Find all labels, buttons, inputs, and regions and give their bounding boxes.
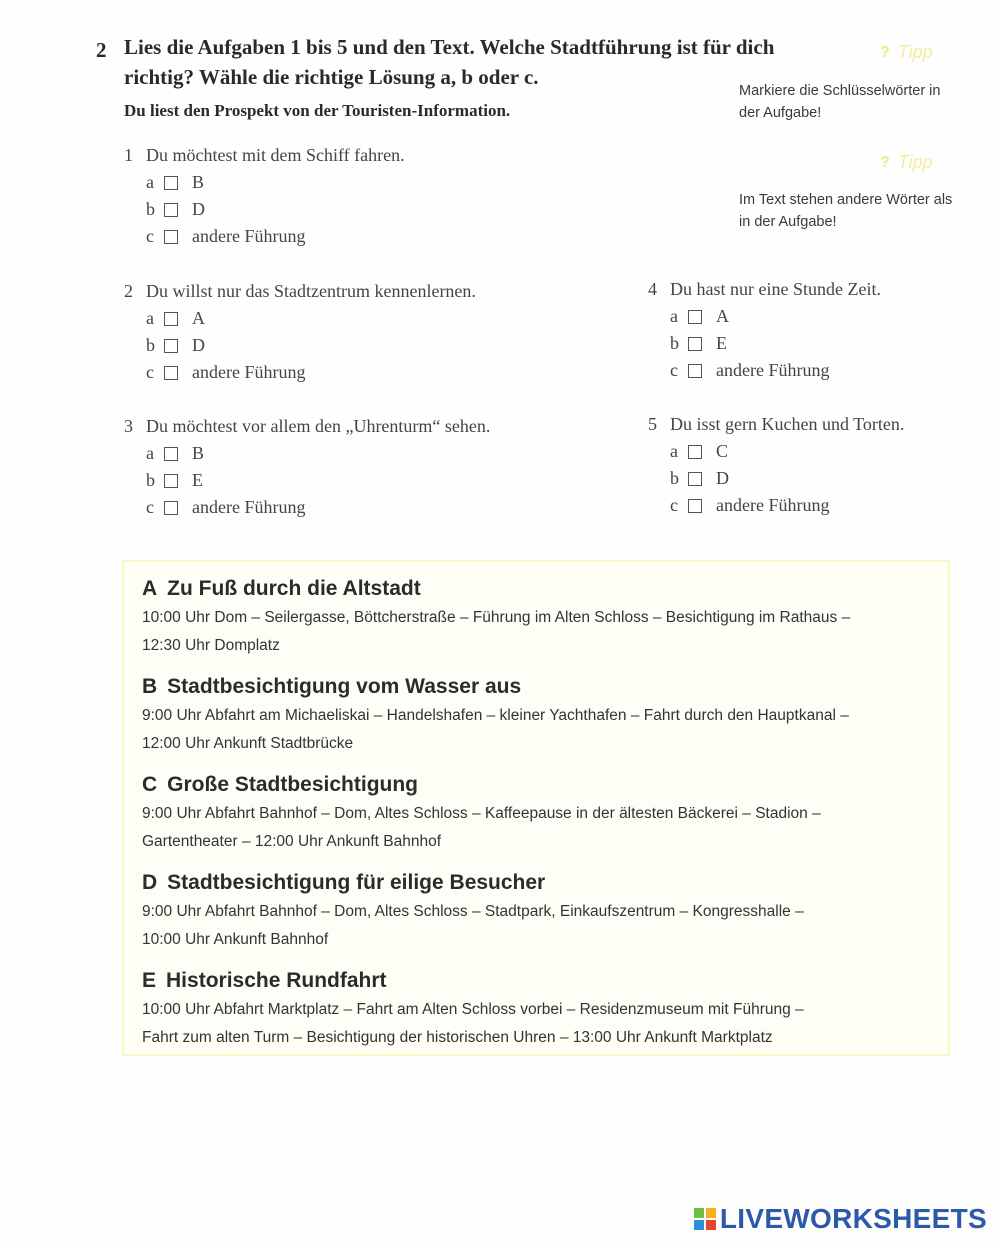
checkbox[interactable] bbox=[164, 366, 178, 380]
tour-a: A Zu Fuß durch die Altstadt 10:00 Uhr Dom – Seilergasse, Böttcherstraße – Führung im Alten Schloss – Besichtigung im Rathaus – 12:30 Uhr Domplatz bbox=[142, 577, 851, 654]
question-1: 1 Du möchtest mit dem Schiff fahren. a B b D c andere Führung bbox=[124, 141, 494, 250]
task-subtitle: Du liest den Prospekt von der Touristen-Information. bbox=[124, 101, 511, 120]
option-3c[interactable]: c andere Führung bbox=[146, 497, 306, 517]
tour-c: C Große Stadtbesichtigung 9:00 Uhr Abfahrt Bahnhof – Dom, Altes Schloss – Kaffeepause in der ältesten Bäckerei – Stadion – Gartentheater – 12:00 Uhr Ankunft Bahnhof bbox=[142, 773, 821, 850]
option-5a[interactable]: a C bbox=[670, 441, 729, 461]
logo-text: LIVEWORKSHEETS bbox=[719, 1203, 987, 1234]
tip-2-text: Im Text stehen andere Wörter als in der Aufgabe! bbox=[739, 192, 953, 230]
option-2b[interactable]: b D bbox=[146, 335, 205, 355]
checkbox[interactable] bbox=[688, 310, 702, 324]
tip-1-text: Markiere die Schlüsselwörter in der Aufgabe! bbox=[739, 83, 941, 121]
option-2a[interactable]: a A bbox=[146, 308, 205, 328]
checkbox[interactable] bbox=[688, 472, 702, 486]
option-5b[interactable]: b D bbox=[670, 468, 729, 488]
checkbox[interactable] bbox=[688, 364, 702, 378]
option-4c[interactable]: c andere Führung bbox=[670, 360, 830, 380]
task-number: 2 bbox=[96, 38, 107, 62]
question-3: 3 Du möchtest vor allem den „Uhrenturm“ sehen. a B b E c andere Führung bbox=[124, 412, 494, 521]
lightbulb-icon: ? bbox=[880, 153, 890, 171]
option-3b[interactable]: b E bbox=[146, 470, 203, 490]
option-4b[interactable]: b E bbox=[670, 333, 727, 353]
checkbox[interactable] bbox=[164, 501, 178, 515]
checkbox[interactable] bbox=[164, 474, 178, 488]
option-4a[interactable]: a A bbox=[670, 306, 729, 326]
brochure-panel bbox=[122, 560, 950, 1056]
checkbox[interactable] bbox=[688, 445, 702, 459]
task-title: Lies die Aufgaben 1 bis 5 und den Text. Welche Stadtführung ist für dich richtig? Wähle die richtige Lösung a, b oder c. bbox=[124, 35, 775, 89]
checkbox[interactable] bbox=[164, 312, 178, 326]
option-3a[interactable]: a B bbox=[146, 443, 205, 463]
checkbox[interactable] bbox=[164, 447, 178, 461]
option-1c[interactable]: c andere Führung bbox=[146, 226, 306, 246]
lightbulb-icon: ? bbox=[880, 43, 890, 61]
checkbox[interactable] bbox=[164, 230, 178, 244]
checkbox[interactable] bbox=[688, 337, 702, 351]
option-1a[interactable]: a B bbox=[146, 172, 205, 192]
tour-d: D Stadtbesichtigung für eilige Besucher 9:00 Uhr Abfahrt Bahnhof – Dom, Altes Schloss – Stadtpark, Einkaufszentrum – Kongresshalle – 10:00 Uhr Ankunft Bahnhof bbox=[142, 871, 804, 948]
liveworksheets-logo bbox=[694, 1203, 987, 1235]
question-4: 4 Du hast nur eine Stunde Zeit. a A b E c andere Führung bbox=[648, 275, 968, 384]
tour-e: E Historische Rundfahrt 10:00 Uhr Abfahrt Marktplatz – Fahrt am Alten Schloss vorbei – Residenzmuseum mit Führung – Fahrt zum alten Turm – Besichtigung der historischen Uhren – 13:00 Uhr Ankunft Marktplatz bbox=[142, 969, 804, 1046]
option-5c[interactable]: c andere Führung bbox=[670, 495, 830, 515]
option-1b[interactable]: b D bbox=[146, 199, 205, 219]
checkbox[interactable] bbox=[164, 176, 178, 190]
logo-mark-icon bbox=[694, 1208, 716, 1230]
question-2: 2 Du willst nur das Stadtzentrum kennenlernen. a A b D c andere Führung bbox=[124, 277, 494, 386]
question-5: 5 Du isst gern Kuchen und Torten. a C b D c andere Führung bbox=[648, 410, 968, 519]
tip-1-label: ? Tipp bbox=[880, 42, 933, 62]
checkbox[interactable] bbox=[164, 339, 178, 353]
checkbox[interactable] bbox=[688, 499, 702, 513]
option-2c[interactable]: c andere Führung bbox=[146, 362, 306, 382]
tip-2-label: ? Tipp bbox=[880, 152, 933, 172]
tour-b: B Stadtbesichtigung vom Wasser aus 9:00 Uhr Abfahrt am Michaeliskai – Handelshafen – kleiner Yachthafen – Fahrt durch den Hauptkanal – 12:00 Uhr Ankunft Stadtbrücke bbox=[142, 675, 849, 752]
checkbox[interactable] bbox=[164, 203, 178, 217]
